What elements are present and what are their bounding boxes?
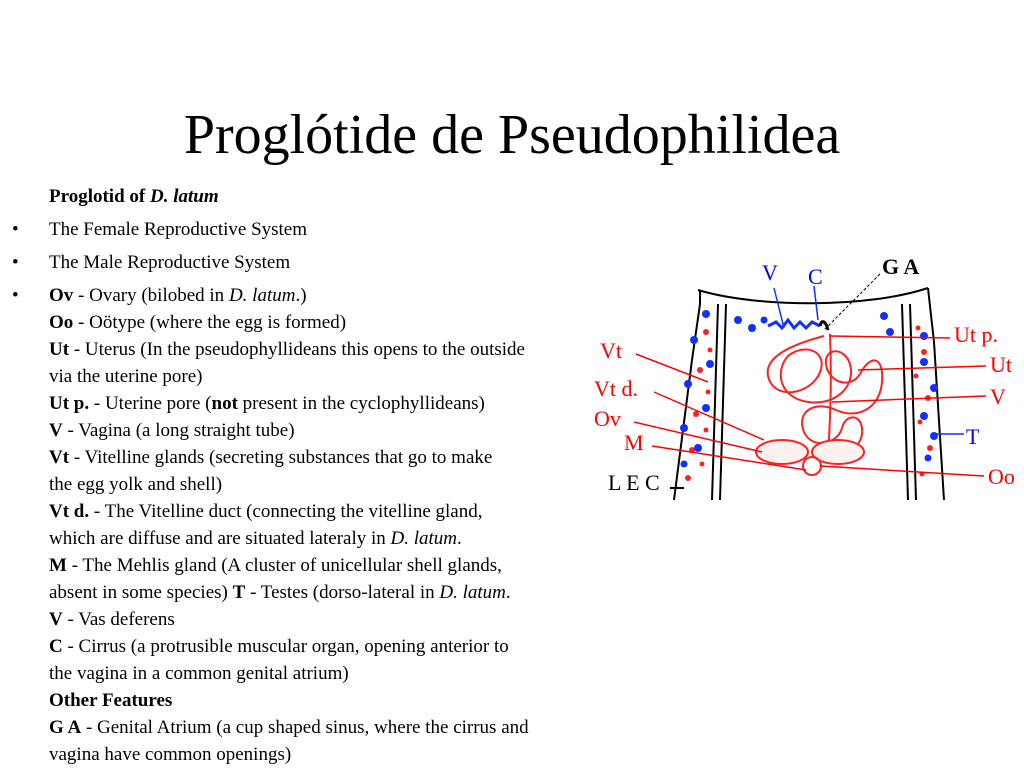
def-text: .: [457, 528, 462, 549]
term-c: C: [49, 636, 63, 657]
term-v: V: [49, 420, 63, 441]
bullet-text: The Female Reproductive System: [49, 219, 308, 240]
term-ga: G A: [49, 717, 82, 738]
def-mehlis-line1: [49, 552, 640, 579]
def-text: which are diffuse and are situated lateraly in: [49, 528, 391, 549]
def-vitelline-line2: the egg yolk and shell): [49, 474, 223, 495]
def-text: - Vas deferens: [62, 609, 175, 630]
term-t: T: [232, 582, 246, 603]
term-ut: Ut: [49, 339, 70, 360]
ovary-left-lobe: [756, 440, 808, 464]
def-text: - Vitelline glands (secreting substances that go to make: [69, 447, 493, 468]
diagram-label-c: C: [808, 264, 823, 289]
leader-lines: [634, 274, 986, 476]
def-text: - The Vitelline duct (connecting the vitelline gland,: [89, 501, 483, 522]
emphasis: not: [211, 393, 238, 414]
def-text: - Uterine pore (: [89, 393, 212, 414]
term-oo: Oo: [49, 312, 74, 333]
heading-prefix: Proglotid of: [49, 186, 150, 207]
def-cirrus-line2: the vagina in a common genital atrium): [49, 663, 349, 684]
def-text: present in the cyclophyllideans): [237, 393, 485, 414]
diagram-label-vt: Vt: [600, 338, 622, 363]
term-vd: V: [49, 609, 63, 630]
def-vagina: [49, 417, 640, 444]
other-features-heading: [49, 687, 640, 714]
diagram-label-vtd: Vt d.: [594, 376, 638, 401]
def-genital-atrium-line1: [49, 714, 640, 741]
def-uterus-line1: [49, 336, 640, 363]
diagram-label-t: T: [966, 424, 980, 449]
bullet-dot-icon: •: [12, 252, 19, 273]
def-text: .: [505, 582, 511, 603]
def-genital-atrium-line2: vagina have common openings): [49, 744, 292, 765]
bullet-male-system: [0, 249, 640, 276]
def-ovary: [49, 282, 640, 309]
diagram-label-v-right: V: [990, 384, 1006, 409]
term-vt: Vt: [49, 447, 70, 468]
def-text: - The Mehlis gland (A cluster of unicellular shell glands,: [66, 555, 502, 576]
def-ootype: [49, 309, 640, 336]
def-text: - Oötype (where the egg is formed): [73, 312, 347, 333]
def-vitelline-duct-line2: [49, 525, 640, 552]
term-utp: Ut p.: [49, 393, 90, 414]
diagram-label-v-top: V: [762, 260, 778, 285]
term-vtd: Vt d.: [49, 501, 90, 522]
def-uterine-pore: [49, 390, 640, 417]
def-vitelline-line1: [49, 444, 640, 471]
uterus: [768, 336, 883, 457]
slide-title: Proglótide de Pseudophilidea: [183, 104, 841, 166]
term-m: M: [49, 555, 67, 576]
proglottid-diagram: [588, 252, 1024, 504]
def-uterus-line2: via the uterine pore): [49, 366, 203, 387]
bullet-dot-icon: •: [12, 285, 19, 306]
def-text: - Uterus (In the pseudophyllideans this opens to the outside: [69, 339, 525, 360]
def-text: - Genital Atrium (a cup shaped sinus, where the cirrus and: [81, 717, 529, 738]
species-name: D. latum: [439, 582, 506, 603]
section-heading: [0, 183, 640, 210]
bullet-text: The Male Reproductive System: [49, 252, 291, 273]
term-ov: Ov: [49, 285, 74, 306]
bullet-dot-icon: •: [12, 219, 19, 240]
def-text: - Ovary (bilobed in: [73, 285, 229, 306]
other-heading-text: Other Features: [49, 690, 173, 711]
diagram-label-m: M: [624, 430, 644, 455]
bullet-female-system: [0, 216, 640, 243]
def-cirrus-line1: [49, 633, 640, 660]
def-text: absent in some species): [49, 582, 233, 603]
diagram-label-lec: L E C: [608, 470, 660, 495]
ootype: [803, 457, 821, 475]
diagram-label-utp: Ut p.: [954, 322, 998, 347]
def-text: - Vagina (a long straight tube): [62, 420, 295, 441]
def-vitelline-duct-line1: [49, 498, 640, 525]
bullet-definitions: [0, 282, 640, 768]
species-name: D. latum: [390, 528, 458, 549]
definitions-text: [0, 183, 640, 768]
def-mehlis-testes-line: [49, 579, 640, 606]
diagram-label-ga: G A: [882, 254, 920, 279]
diagram-label-ov: Ov: [594, 406, 621, 431]
def-text: - Testes (dorso-lateral in: [245, 582, 440, 603]
testes: [680, 310, 938, 468]
heading-species: D. latum: [149, 186, 219, 207]
proglottid-body-outline: [670, 288, 944, 500]
def-vas-deferens: [49, 606, 640, 633]
def-text: - Cirrus (a protrusible muscular organ, opening anterior to: [62, 636, 509, 657]
diagram-label-oo: Oo: [988, 464, 1015, 489]
species-name: D. latum: [228, 285, 296, 306]
vas-deferens: [768, 320, 820, 328]
diagram-label-ut: Ut: [990, 352, 1012, 377]
def-text: .): [295, 285, 307, 306]
cirrus-duct: [820, 322, 828, 330]
